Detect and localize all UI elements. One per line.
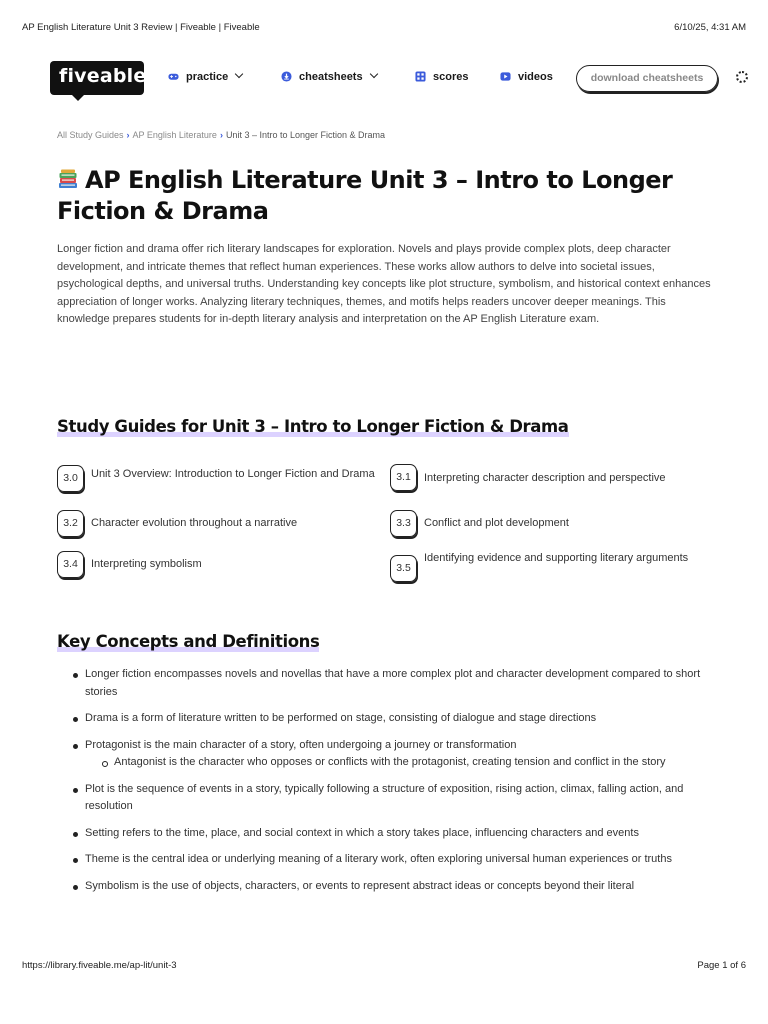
list-item	[67, 781, 717, 816]
nav-videos-label: videos	[518, 71, 553, 84]
nav-cheatsheets-label: cheatsheets	[299, 71, 363, 84]
print-header	[22, 22, 746, 36]
nav-practice-label: practice	[186, 71, 229, 84]
study-guide-number: 3.4	[57, 551, 84, 578]
breadcrumb-ap-english-literature[interactable]: AP English Literature	[132, 130, 217, 140]
list-item	[67, 737, 717, 772]
list-item	[67, 825, 717, 843]
nav-practice[interactable]	[168, 71, 242, 87]
study-guides-heading	[57, 417, 569, 436]
breadcrumb-all-study-guides[interactable]: All Study Guides	[57, 130, 124, 140]
download-cheatsheets-button[interactable]: download cheatsheets	[576, 65, 718, 92]
list-item-text: Setting refers to the time, place, and social context in which a story takes place, influencing characters and events	[85, 826, 639, 839]
list-item-text: Theme is the central idea or underlying meaning of a literary work, often exploring universal human experiences or truths	[85, 853, 672, 865]
gamepad-icon	[168, 71, 179, 82]
chevron-down-icon	[369, 70, 377, 78]
play-icon	[500, 71, 511, 82]
list-item	[67, 878, 717, 896]
study-guide-number: 3.2	[57, 510, 84, 537]
sub-list-item	[85, 754, 717, 772]
list-item-text: Drama is a form of literature written to be performed on stage, consisting of dialogue and stage directions	[85, 712, 597, 724]
nav-scores-label: scores	[433, 71, 469, 84]
intro-paragraph: Longer fiction and drama offer rich literary landscapes for exploration. Novels and plays provide complex plots, deep character development, and intricate themes that reflect human experiences. These works allow authors to delve into societal issues, psychological depths, and universal truths. Understanding key concepts like plot structure, symbolism, and historical context enhances appreciation of longer works. Analyzing literary techniques, themes, and motifs helps readers uncover deeper meanings. This knowledge prepares students for in-depth literary analysis and interpretation on the AP English Literature exam.	[57, 243, 711, 325]
page-title	[57, 165, 737, 227]
study-guide-number: 3.3	[390, 510, 417, 537]
key-concepts-heading-text: Key Concepts and Definitions	[57, 632, 320, 651]
page-title-text: AP English Literature Unit 3 – Intro to Longer Fiction & Drama	[57, 166, 673, 225]
study-guide-number: 3.1	[390, 464, 417, 491]
logo-text: fiveable	[59, 65, 147, 87]
key-concepts-heading	[57, 632, 319, 651]
chevron-right-icon: ›	[219, 130, 223, 140]
list-item	[67, 666, 717, 701]
nav-videos[interactable]	[500, 71, 553, 87]
study-guides-heading-text: Study Guides for Unit 3 – Intro to Longer Fiction & Drama	[57, 417, 569, 436]
fiveable-logo[interactable]	[50, 61, 147, 95]
study-guide-title[interactable]: Interpreting character description and perspective	[424, 472, 666, 484]
study-guide-title[interactable]: Interpreting symbolism	[91, 558, 202, 570]
study-guide-title[interactable]: Conflict and plot development	[424, 517, 569, 529]
books-icon	[57, 168, 79, 190]
chevron-right-icon: ›	[126, 130, 130, 140]
study-guide-title[interactable]: Character evolution throughout a narrative	[91, 517, 298, 529]
list-item-text: Symbolism is the use of objects, characters, or events to represent abstract ideas or concepts beyond their literal	[85, 879, 635, 892]
breadcrumb-current: Unit 3 – Intro to Longer Fiction & Drama	[225, 130, 386, 140]
nav-scores[interactable]	[415, 71, 468, 87]
print-footer-url: https://library.fiveable.me/ap-lit/unit-3	[22, 960, 177, 971]
gear-icon[interactable]	[736, 71, 748, 83]
key-concepts-list	[67, 666, 717, 904]
study-guide-title[interactable]: Unit 3 Overview: Introduction to Longer Fiction and Drama	[91, 468, 375, 480]
study-guide-number: 3.0	[57, 465, 84, 492]
sub-list	[85, 754, 717, 772]
calculator-icon	[415, 71, 426, 82]
list-item	[67, 851, 717, 869]
top-navbar	[50, 58, 768, 100]
study-guide-number: 3.5	[390, 555, 417, 582]
study-guides-list	[57, 460, 737, 590]
sub-list-item-text: Antagonist is the character who opposes or conflicts with the protagonist, creating tension and conflict in the story	[114, 756, 666, 768]
print-header-date: 6/10/25, 4:31 AM	[674, 22, 746, 33]
print-header-title: AP English Literature Unit 3 Review | Fiveable | Fiveable	[22, 22, 260, 33]
study-guide-title[interactable]: Identifying evidence and supporting literary arguments	[424, 552, 689, 564]
list-item-text: Longer fiction encompasses novels and novellas that have a more complex plot and character development compared to short stories	[85, 668, 701, 698]
list-item	[67, 710, 717, 728]
logo-tail	[72, 95, 84, 101]
breadcrumb	[57, 130, 385, 140]
list-item-text: Plot is the sequence of events in a story, typically following a structure of exposition, rising action, climax, falling action, and resolution	[85, 782, 684, 812]
print-footer-page: Page 1 of 6	[697, 960, 746, 971]
list-item-text: Protagonist is the main character of a story, often undergoing a journey or transformation	[85, 738, 517, 751]
nav-cheatsheets[interactable]	[281, 71, 377, 87]
download-circle-icon	[281, 71, 292, 82]
chevron-down-icon	[235, 70, 243, 78]
print-footer	[22, 960, 746, 974]
